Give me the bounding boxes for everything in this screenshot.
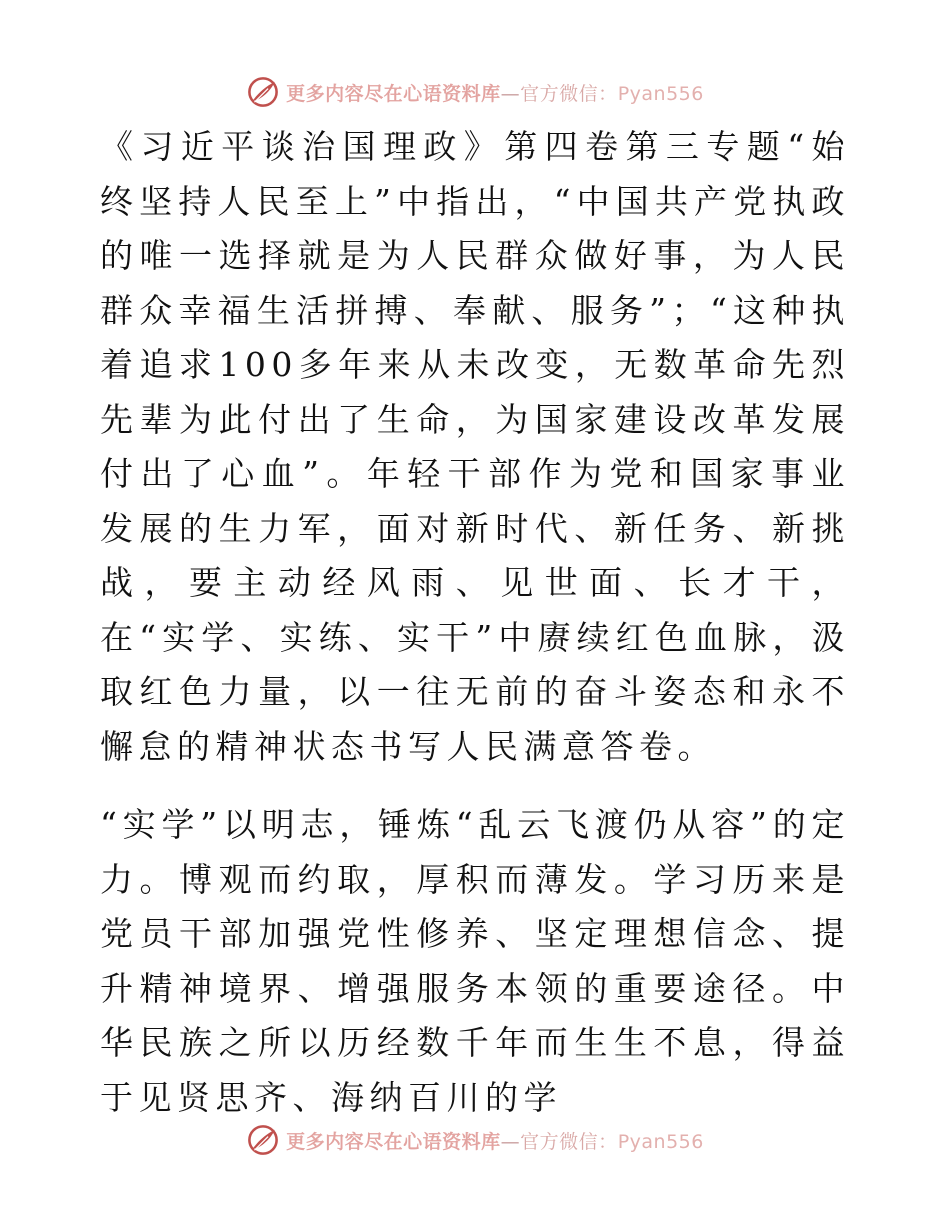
header-watermark	[0, 72, 950, 112]
watermark-separator: —	[500, 1130, 521, 1153]
watermark-text	[286, 79, 704, 106]
watermark-main: 更多内容尽在心语资料库	[286, 1130, 501, 1153]
watermark-text	[286, 1127, 704, 1154]
watermark-id: Pyan556	[617, 1130, 704, 1153]
feather-pen-logo-icon	[246, 75, 280, 109]
watermark-label: 官方微信：	[520, 82, 618, 105]
watermark-id: Pyan556	[617, 82, 704, 105]
watermark-main: 更多内容尽在心语资料库	[286, 82, 501, 105]
watermark-label: 官方微信：	[520, 1130, 618, 1153]
paragraph-2: “实学”以明志，锤炼“乱云飞渡仍从容”的定力。博观而约取，厚积而薄发。学习历来是党员干部加强党性修养、坚定理想信念、提升精神境界、增强服务本领的重要途径。中华民族之所以历经数千年而生生不息，得益于见贤思齐、海纳百川的学	[100, 805, 850, 1117]
paragraph-1: 《习近平谈治国理政》第四卷第三专题“始终坚持人民至上”中指出，“中国共产党执政的唯一选择就是为人民群众做好事，为人民群众幸福生活拼搏、奉献、服务”；“这种执着追求100多年来从未改变，无数革命先烈先辈为此付出了生命，为国家建设改革发展付出了心血”。年轻干部作为党和国家事业发展的生力军，面对新时代、新任务、新挑战，要主动经风雨、见世面、长才干，在“实学、实练、实干”中赓续红色血脉，汲取红色力量，以一往无前的奋斗姿态和永不懈怠的精神状态书写人民满意答卷。	[100, 127, 850, 766]
document-body	[100, 120, 850, 1125]
watermark-separator: —	[500, 82, 521, 105]
footer-watermark	[0, 1120, 950, 1160]
feather-pen-logo-icon	[246, 1123, 280, 1157]
